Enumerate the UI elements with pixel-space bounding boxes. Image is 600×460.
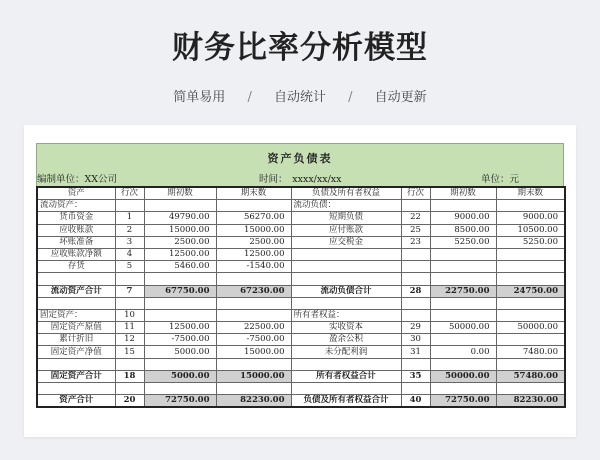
table-cell	[496, 261, 565, 273]
table-cell: 35	[401, 370, 430, 382]
table-cell	[291, 261, 401, 273]
table-cell: 5250.00	[496, 236, 565, 248]
table-cell	[401, 261, 430, 273]
table-cell	[401, 200, 430, 212]
table-cell: 8500.00	[430, 224, 496, 236]
page-title: 财务比率分析模型	[172, 30, 428, 66]
table-cell: 未分配利润	[291, 346, 401, 358]
table-cell: 坏账准备	[37, 236, 115, 248]
table-cell: 15000.00	[216, 370, 291, 382]
table-cell: 22	[401, 212, 430, 224]
table-cell	[401, 358, 430, 370]
table-cell: -1540.00	[216, 261, 291, 273]
table-cell: 固定资产原值	[37, 322, 115, 334]
table-cell: 57480.00	[496, 370, 565, 382]
table-cell: 72750.00	[430, 395, 496, 408]
sheet-title: 资产负债表	[36, 143, 564, 173]
table-cell: 固定资产：	[37, 309, 115, 321]
table-cell: -7500.00	[216, 334, 291, 346]
table-cell: 3	[115, 236, 144, 248]
table-cell	[216, 273, 291, 285]
column-header: 行次	[401, 187, 430, 200]
table-cell	[144, 273, 216, 285]
table-cell	[430, 297, 496, 309]
table-cell: 9000.00	[496, 212, 565, 224]
table-cell: -7500.00	[144, 334, 216, 346]
table-cell	[496, 200, 565, 212]
table-cell: 流动负债合计	[291, 285, 401, 297]
table-cell: 10	[115, 309, 144, 321]
table-cell	[216, 200, 291, 212]
balance-sheet	[36, 143, 564, 408]
table-cell: 2	[115, 224, 144, 236]
table-row	[37, 383, 565, 395]
table-cell: 2500.00	[144, 236, 216, 248]
column-header: 行次	[115, 187, 144, 200]
separator: /	[348, 90, 353, 105]
column-header: 期初数	[144, 187, 216, 200]
table-cell: 流动资产合计	[37, 285, 115, 297]
table-row	[37, 322, 565, 334]
table-cell: 50000.00	[496, 322, 565, 334]
table-cell: 所有者权益：	[291, 309, 401, 321]
table-cell: 15	[115, 346, 144, 358]
table-cell: 82230.00	[216, 395, 291, 408]
table-cell: 2500.00	[216, 236, 291, 248]
table-cell: 流动资产：	[37, 200, 115, 212]
table-cell	[144, 297, 216, 309]
table-cell	[291, 383, 401, 395]
table-row	[37, 285, 565, 297]
tag-easy: 简单易用	[173, 90, 226, 105]
table-cell: 22500.00	[216, 322, 291, 334]
table-cell: 应收账款净额	[37, 248, 115, 260]
table-cell: 存货	[37, 261, 115, 273]
table-cell	[430, 383, 496, 395]
tag-auto-stat: 自动统计	[273, 90, 326, 105]
table-cell: 15000.00	[144, 224, 216, 236]
column-header: 期初数	[430, 187, 496, 200]
table-cell: 20	[115, 395, 144, 408]
table-row	[37, 273, 565, 285]
table-cell	[115, 383, 144, 395]
table-cell: 资产合计	[37, 395, 115, 408]
table-cell	[401, 248, 430, 260]
table-cell	[216, 297, 291, 309]
table-cell	[115, 273, 144, 285]
table-cell: 25	[401, 224, 430, 236]
table-row	[37, 346, 565, 358]
table-cell: 50000.00	[430, 370, 496, 382]
table-cell	[144, 383, 216, 395]
table-cell	[430, 309, 496, 321]
table-cell: 12500.00	[144, 248, 216, 260]
table-cell	[496, 383, 565, 395]
table-cell	[115, 297, 144, 309]
table-cell	[430, 200, 496, 212]
table-cell: 24750.00	[496, 285, 565, 297]
hero-header	[0, 0, 600, 123]
table-cell: 15000.00	[216, 346, 291, 358]
table-cell	[496, 334, 565, 346]
table-cell	[291, 297, 401, 309]
table-cell	[216, 383, 291, 395]
table-cell: 12500.00	[144, 322, 216, 334]
table-cell: 短期负债	[291, 212, 401, 224]
table-cell	[37, 297, 115, 309]
table-cell	[144, 358, 216, 370]
table-cell: 30	[401, 334, 430, 346]
table-cell	[401, 383, 430, 395]
table-cell: 67230.00	[216, 285, 291, 297]
unit-label: 单位：元	[481, 174, 520, 185]
table-cell	[115, 200, 144, 212]
date-label: 时间： xxxx/xx/xx	[259, 174, 342, 185]
table-cell	[430, 358, 496, 370]
table-cell: 固定资产净值	[37, 346, 115, 358]
table-cell: 50000.00	[430, 322, 496, 334]
table-cell	[496, 297, 565, 309]
table-cell: 12	[115, 334, 144, 346]
table-cell: 流动负债：	[291, 200, 401, 212]
table-cell: 28	[401, 285, 430, 297]
column-header: 资产	[37, 187, 115, 200]
table-cell	[496, 248, 565, 260]
table-cell: 5	[115, 261, 144, 273]
table-cell	[401, 309, 430, 321]
table-cell	[291, 358, 401, 370]
table-cell: 货币资金	[37, 212, 115, 224]
table-cell	[430, 334, 496, 346]
company-label: 编制单位：XX公司	[37, 174, 118, 185]
table-cell: 9000.00	[430, 212, 496, 224]
table-cell: 应付账款	[291, 224, 401, 236]
tag-auto-update: 自动更新	[374, 90, 427, 105]
table-cell	[430, 261, 496, 273]
table-cell: 负债及所有者权益合计	[291, 395, 401, 408]
table-cell	[401, 297, 430, 309]
table-cell: 5000.00	[144, 346, 216, 358]
table-cell: 22750.00	[430, 285, 496, 297]
table-cell: 1	[115, 212, 144, 224]
table-row	[37, 297, 565, 309]
table-cell	[496, 358, 565, 370]
table-cell: 11	[115, 322, 144, 334]
table-cell: 应交税金	[291, 236, 401, 248]
table-cell	[430, 273, 496, 285]
table-cell: 23	[401, 236, 430, 248]
table-cell	[37, 383, 115, 395]
table-cell: 82230.00	[496, 395, 565, 408]
table-cell: 5000.00	[144, 370, 216, 382]
table-cell	[144, 309, 216, 321]
table-cell: 0.00	[430, 346, 496, 358]
table-cell	[115, 358, 144, 370]
table-cell: 所有者权益合计	[291, 370, 401, 382]
table-row	[37, 248, 565, 260]
table-row	[37, 395, 565, 408]
table-cell	[37, 358, 115, 370]
balance-table	[36, 186, 566, 408]
table-row	[37, 309, 565, 321]
table-cell: 15000.00	[216, 224, 291, 236]
table-cell: 67750.00	[144, 285, 216, 297]
table-row	[37, 334, 565, 346]
table-cell: 31	[401, 346, 430, 358]
table-cell	[430, 248, 496, 260]
table-cell: 29	[401, 322, 430, 334]
table-cell: 49790.00	[144, 212, 216, 224]
sheet-meta-row	[36, 173, 564, 186]
column-header: 期末数	[216, 187, 291, 200]
table-cell: 12500.00	[216, 248, 291, 260]
table-cell: 应收账款	[37, 224, 115, 236]
table-row	[37, 261, 565, 273]
table-row	[37, 212, 565, 224]
table-cell	[216, 309, 291, 321]
table-cell	[37, 273, 115, 285]
table-cell: 10500.00	[496, 224, 565, 236]
spreadsheet-card	[24, 125, 576, 437]
table-cell: 40	[401, 395, 430, 408]
table-row	[37, 358, 565, 370]
table-cell	[496, 309, 565, 321]
table-cell: 实收资本	[291, 322, 401, 334]
table-cell	[144, 200, 216, 212]
column-header: 负债及所有者权益	[291, 187, 401, 200]
table-cell	[401, 273, 430, 285]
table-cell: 固定资产合计	[37, 370, 115, 382]
column-header: 期末数	[496, 187, 565, 200]
table-header-row	[37, 187, 565, 200]
table-cell: 盈余公积	[291, 334, 401, 346]
table-cell	[291, 273, 401, 285]
table-cell: 5460.00	[144, 261, 216, 273]
table-cell: 18	[115, 370, 144, 382]
table-cell: 56270.00	[216, 212, 291, 224]
separator: /	[247, 90, 252, 105]
table-cell: 7480.00	[496, 346, 565, 358]
table-cell: 5250.00	[430, 236, 496, 248]
table-cell: 4	[115, 248, 144, 260]
table-cell	[216, 358, 291, 370]
tagline	[0, 86, 600, 105]
table-cell	[291, 248, 401, 260]
table-row	[37, 224, 565, 236]
table-row	[37, 370, 565, 382]
table-row	[37, 200, 565, 212]
table-cell: 累计折旧	[37, 334, 115, 346]
table-cell: 72750.00	[144, 395, 216, 408]
table-cell	[496, 273, 565, 285]
table-cell: 7	[115, 285, 144, 297]
table-row	[37, 236, 565, 248]
